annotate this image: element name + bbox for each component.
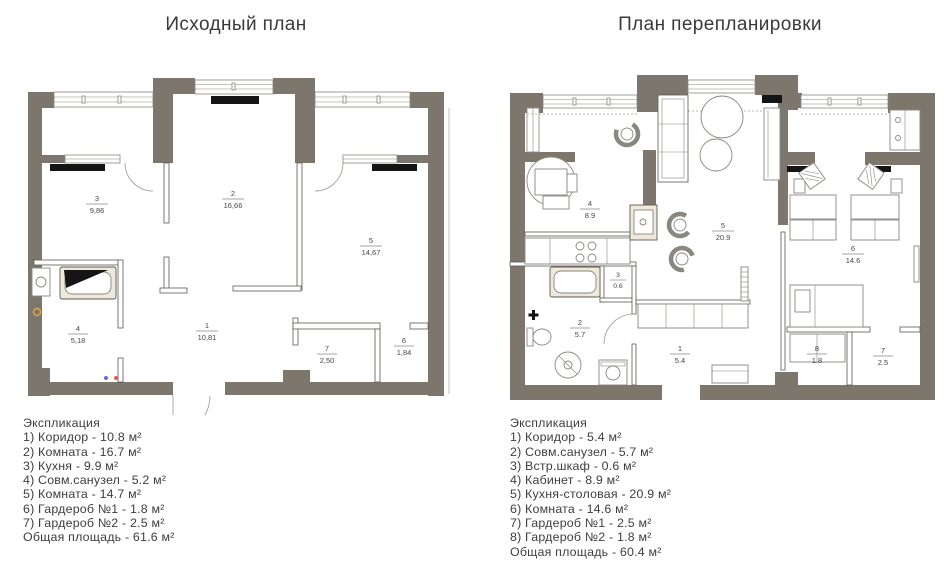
armchair	[665, 210, 696, 241]
toilet-tank	[527, 328, 533, 346]
explication-item: 3) Кухня - 9.9 м²	[23, 458, 119, 473]
explication-item: 5) Кухня-столовая - 20.9 м²	[510, 487, 672, 502]
room-label-bathroom	[570, 318, 590, 339]
floor-plan-original	[20, 60, 460, 415]
marker-red	[114, 376, 118, 380]
svg-text:9,86: 9,86	[89, 206, 105, 215]
wall-mirror	[914, 246, 919, 282]
room-label-room6	[842, 244, 864, 265]
entrance-door-arc	[173, 396, 210, 415]
svg-text:2: 2	[230, 189, 236, 198]
marker-blue	[104, 376, 108, 380]
explication-item: 2) Совм.санузел - 5.7 м²	[510, 444, 654, 459]
svg-text:2.5: 2.5	[877, 358, 889, 367]
workstation	[851, 163, 902, 240]
svg-text:0.6: 0.6	[613, 283, 623, 290]
explication-item: 1) Коридор - 5.4 м²	[510, 430, 622, 445]
svg-text:1: 1	[204, 321, 210, 330]
floor-plan-replanning	[495, 62, 940, 424]
hall-closet	[638, 304, 748, 328]
room-label-corridor	[670, 344, 690, 365]
svg-text:16,66: 16,66	[223, 201, 243, 210]
bookshelf	[658, 95, 688, 182]
dining-tables	[700, 96, 743, 171]
outer-walls	[28, 78, 444, 396]
svg-text:1.8: 1.8	[811, 356, 823, 365]
svg-text:5.4: 5.4	[674, 356, 686, 365]
room-label-wardrobe2	[317, 344, 337, 365]
svg-text:10,81: 10,81	[197, 333, 217, 342]
room-label-wardrobe1	[394, 336, 414, 357]
svg-text:3: 3	[94, 194, 100, 203]
explication-item: 4) Кабинет - 8.9 м²	[510, 473, 620, 488]
svg-text:5.7: 5.7	[574, 330, 586, 339]
room-label-corridor	[196, 321, 218, 342]
svg-text:5: 5	[368, 236, 374, 245]
bathroom-door-arc	[604, 314, 634, 344]
explication-item: 5) Комната - 14.7 м²	[23, 487, 142, 502]
explication-item: 6) Комната - 14.6 м²	[510, 501, 629, 516]
explication-heading: Экспликация	[510, 416, 588, 430]
windows	[54, 80, 410, 163]
bed	[790, 285, 863, 327]
ladder-rack	[741, 267, 748, 301]
svg-text:7: 7	[324, 344, 330, 353]
svg-text:6: 6	[401, 336, 407, 345]
round-table	[701, 96, 743, 138]
wardrobe-nook	[890, 110, 920, 150]
svg-text:5: 5	[720, 221, 726, 230]
explication-item: 4) Совм.санузел - 5.2 м²	[23, 473, 167, 488]
svg-text:20.9: 20.9	[715, 233, 731, 242]
svg-text:8.9: 8.9	[584, 211, 596, 220]
explication-total: Общая площадь - 61.6 м²	[23, 530, 175, 545]
balcony-door-arc-room5	[315, 163, 343, 191]
svg-text:7: 7	[880, 346, 886, 355]
explication-item: 8) Гардероб №2 - 1.8 м²	[510, 530, 652, 545]
room-label-built-in-closet	[610, 272, 626, 290]
round-table	[700, 139, 732, 171]
explication-item: 7) Гардероб №2 - 2.5 м²	[23, 516, 165, 531]
stove-burner	[576, 242, 584, 250]
title-original-plan: Исходный план	[165, 14, 307, 35]
svg-text:4: 4	[587, 199, 593, 208]
stove-burner	[588, 242, 596, 250]
explication-item: 7) Гардероб №1 - 2.5 м²	[510, 516, 652, 531]
svg-text:14.6: 14.6	[845, 256, 861, 265]
hall-bench	[712, 365, 748, 383]
balcony-door-arc-kitchen	[125, 163, 153, 191]
toilet-bowl	[533, 329, 551, 345]
explication-item: 2) Комната - 16.7 м²	[23, 444, 142, 459]
explication-item: 6) Гардероб №1 - 1.8 м²	[23, 501, 165, 516]
svg-text:4: 4	[75, 324, 81, 333]
explication-original	[23, 416, 175, 545]
room-label-bathroom	[68, 324, 88, 345]
svg-text:6: 6	[850, 244, 856, 253]
svg-text:8: 8	[814, 344, 820, 353]
stove-burner	[576, 254, 584, 262]
svg-text:1,84: 1,84	[396, 348, 412, 357]
armchair	[669, 246, 694, 271]
office-desk	[527, 157, 577, 209]
room-label-wardrobe1	[873, 346, 893, 367]
svg-text:14,67: 14,67	[361, 248, 381, 257]
svg-text:1: 1	[677, 344, 683, 353]
explication-item: 1) Коридор - 10.8 м²	[23, 430, 142, 445]
svg-text:3: 3	[616, 272, 620, 279]
room-label-kitchen-dining	[712, 221, 734, 242]
explication-item: 3) Встр.шкаф - 0.6 м²	[510, 458, 637, 473]
svg-text:2: 2	[577, 318, 583, 327]
stove-burner	[588, 254, 596, 262]
svg-text:5,18: 5,18	[70, 336, 86, 345]
workstation	[790, 163, 836, 240]
room-label-office	[580, 199, 600, 220]
explication-total: Общая площадь - 60.4 м²	[510, 544, 662, 559]
room-label-room5	[360, 236, 382, 257]
title-replanning: План перепланировки	[618, 14, 822, 35]
explication-heading: Экспликация	[23, 416, 101, 430]
room-label-kitchen	[86, 194, 108, 215]
armchair	[612, 119, 642, 149]
sofa	[764, 108, 780, 180]
explication-replanning	[510, 416, 671, 559]
room-label-room2	[222, 189, 244, 210]
svg-text:2,50: 2,50	[319, 356, 335, 365]
